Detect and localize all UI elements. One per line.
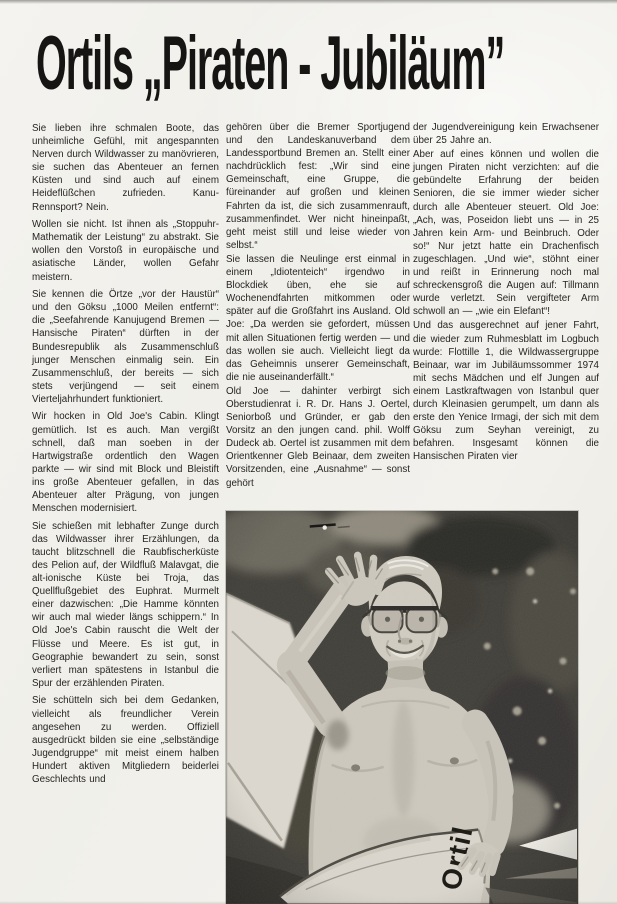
page-title [36,21,505,106]
photo-grain [226,512,578,904]
text-column-1 [32,122,219,791]
page-edge-shadow-top [0,0,617,4]
article-paragraph: Sie lieben ihre schmalen Boote, das unheimliche Gefühl, mit angespannten Nerven durch Wildwasser zu manövrieren, sie suchen das Abenteuer an fernen Küsten und sind auch auf einem Heideflüßchen zufrieden. Kanu-Rennsport? Nein. [32,123,219,213]
article-paragraph: Sie lassen die Neulinge erst einmal in einem „Idiotenteich“ irgendwo in Blockdiek üben, ehe sie auf Wochenendfahrten mitkommen oder später auf die Großfahrt ins Ausland. Old Joe: „Da werden sie gefordert, müssen mit allen Situationen fertig werden — und das wollen sie auch. Vielleicht liegt da das Geheimnis unserer Gemeinschaft, die nie auseinanderfällt.“ [226,253,410,383]
article-paragraph: gehören über die Bremer Sportjugend und den Landeskanuverband dem Landessportbund Bremen an. Stellt einer nachdrücklich fest: „Wir sind eine Gemeinschaft, eine Gruppe, die füreinander auf großen und kleinen Fahrten da ist, die sich zusammenrauft, zusammenfindet. Wer nicht hineinpaßt, geht meist still und leise wieder von selbst.“ [226,122,410,251]
article-paragraph: Sie schießen mit lebhafter Zunge durch das Wildwasser ihrer Erzählungen, da taucht blitzschnell die Raubfischerküste des Pelion auf, der Wildfluß Malavgat, die alt-ionische Küste bei Troja, das Quellflußgebiet des Euphrat. Murmelt einer dazwischen: „Die Hamme könnten wir auch mal wieder längs schippern.“ In Old Joe's Cabin rauscht die Welt der Flüsse und Meere. Es ist gut, in Geographie bewandert zu sein, sonst verliert man spätestens in Istanbul die Spur der erzählenden Piraten. [32,520,219,689]
article-paragraph: Sie schütteln sich bei dem Gedanken, vielleicht als freundlicher Verein angesehen zu werden. Offiziell ausgedrückt bilden sie eine „selbständige Jugendgruppe“ mit meist einem halben Hundert aktiven Mitgliedern beiderlei Geschlechts und [32,695,219,785]
page-title-text: Ortils „Piraten - Jubiläum” [36,21,505,106]
article-paragraph: der Jugendvereinigung kein Erwachsener über 25 Jahre an. [413,122,599,147]
article-paragraph: Sie kennen die Örtze „vor der Haustür“ und den Göksu „1000 Meilen entfernt“: die „Seefahrende Kanujugend Bremen — Hansische Piraten“ dürften in der Bundesrepublik als Zusammenschluß junger Menschen einmalig sein. Ein Zusammenschluß, der bereits — sich stets verjüngend — seit einem Vierteljahrhundert funktioniert. [32,289,219,405]
text-column-2 [226,121,410,491]
article-paragraph: Wollen sie nicht. Ist ihnen als „Stoppuhr-Mathematik der Leistung“ zu abstrakt. Sie wollen den Vorstoß in europäische und asiatische Länder, wollen Gefahr meistern. [32,219,219,283]
article-paragraph: Aber auf eines können und wollen die jungen Piraten nicht verzichten: auf die gebündelte Erfahrung der beiden Senioren, die sie immer wieder sicher durch alle Abenteuer steuert. Old Joe: „Ach, was, Poseidon liebt uns — in 25 Jahren kein Arm- und Beinbruch. Oder so!“ Nur jetzt hatte ein Drachenfisch zugeschlagen. „Und wie“, stöhnt einer und reißt in Erinnerung noch mal schreckensgroß die Augen auf: Tillmann wurde verletzt. Sein vergifteter Arm schwoll an — „wie ein Elefant“! [413,149,599,318]
article-paragraph: Wir hocken in Old Joe's Cabin. Klingt gemütlich. Ist es auch. Man vergißt schnell, daß man soeben in der Hartwigstraße ordentlich den Wagen parkte — wir sind mit Block und Bleistift ins große Abenteuer gefallen, in das Abenteuer alter Prägung, von jungen Menschen modernisiert. [32,411,219,515]
article-paragraph: Und das ausgerechnet auf jener Fahrt, die wieder zum Ruhmesblatt im Logbuch wurde: Flottille 1, die Wildwassergruppe Beinaar, war im Jubiläumssommer 1974 mit sechs Mädchen und elf Jungen auf einem Lastkraftwagen von Istanbul quer durch Kleinasien gerumpelt, um dann als erste den Yenice Irmagi, der sich mit dem Göksu zum Seyhan vereinigt, zu befahren. Insgesamt können die Hansischen Piraten vier [413,320,599,463]
article-photo [226,511,578,904]
text-column-3 [413,121,599,464]
article-paragraph: Old Joe — dahinter verbirgt sich Oberstudienrat i. R. Dr. Hans J. Oertel, Seniorboß und Gründer, er gab den Vorsitz an den jungen cand. phil. Wolff Dudeck ab. Oertel ist zusammen mit dem Orientkenner Gleb Beinaar, dem zweiten Vorsitzenden, eine „Ausnahme“ — sonst gehört [226,385,410,489]
